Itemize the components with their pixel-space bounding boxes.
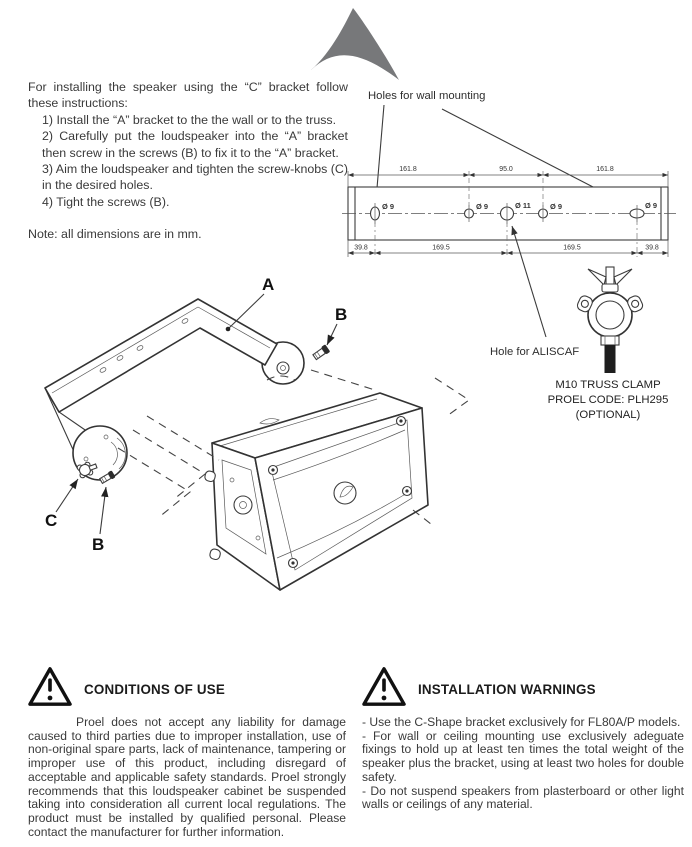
footer-sections xyxy=(28,666,688,839)
proel-logo xyxy=(298,4,408,84)
aliscaf-leader xyxy=(512,226,546,337)
badge-logo-icon xyxy=(334,482,356,504)
instruction-step-2: 2) Carefully put the loudspeaker into the “A” bracket then screw in the screws (B) to fix it to the “A” bracket. xyxy=(42,129,348,160)
installation-warnings-section xyxy=(362,666,684,839)
conditions-of-use-section xyxy=(28,666,346,839)
wall-mounting-label: Holes for wall mounting xyxy=(368,90,486,102)
aliscaf-label: Hole for ALISCAF xyxy=(490,346,580,358)
hole-dia-2: Ø 9 xyxy=(476,202,489,211)
instruction-step-1: 1) Install the “A” bracket to the the wall or to the truss. xyxy=(42,112,337,127)
clamp-caption-3: (OPTIONAL) xyxy=(575,409,641,421)
warning-item-2: - For wall or ceiling mounting use exclusively adeguate fixings to hold up at least ten times the total weight of the speaker plus the bracket, using at least two holes for double safety. xyxy=(362,728,684,784)
instruction-step-4: 4) Tight the screws (B). xyxy=(42,194,170,209)
dimensions-note: Note: all dimensions are in mm. xyxy=(28,227,202,242)
hole-dia-5: Ø 9 xyxy=(645,201,658,210)
conditions-title: CONDITIONS OF USE xyxy=(84,681,226,697)
dim-bot-3: 169.5 xyxy=(563,244,581,252)
instruction-step-3: 3) Aim the loudspeaker and tighten the screw-knobs (C) in the desired holes. xyxy=(42,162,348,193)
part-label-b-top: B xyxy=(335,305,348,324)
exploded-assembly-drawing xyxy=(15,258,480,653)
dim-bot-2: 169.5 xyxy=(432,244,450,252)
part-label-c: C xyxy=(45,511,58,530)
warning-item-3: - Do not suspend speakers from plasterboard or other light walls or ceilings of any material. xyxy=(362,783,684,812)
part-label-b-bottom: B xyxy=(92,535,105,554)
screw-b-top xyxy=(312,344,330,361)
proel-logo-icon xyxy=(298,4,408,84)
clamp-caption-1: M10 TRUSS CLAMP xyxy=(555,379,661,391)
dim-top-3: 161.8 xyxy=(596,166,614,173)
hole-dia-1: Ø 9 xyxy=(382,202,395,211)
warning-item-1: - Use the C-Shape bracket exclusively for FL80A/P models. xyxy=(362,715,681,729)
clamp-caption-2: PROEL CODE: PLH295 xyxy=(547,394,669,406)
hole-dia-4: Ø 9 xyxy=(550,202,563,211)
hole-dia-3: Ø 11 xyxy=(515,201,531,210)
instructions-intro: For installing the speaker using the “C” bracket follow these instructions: xyxy=(28,80,348,111)
warning-triangle-icon xyxy=(28,666,72,713)
warning-triangle-icon xyxy=(362,666,406,713)
conditions-body: Proel does not accept any liability for damage caused to third parties due to improper installation, use of non-original spare parts, lack of maintenance, tampering or improper use of this product, including disregard of acceptable and applicable safety standards. Proel strongly recommends that this loudspeaker cabinet be suspended taking into consideration all current local regulations. The product must be installed by qualified personal. Please contact the manufacturer for further information. xyxy=(28,715,346,839)
leader-a-dot xyxy=(226,327,231,332)
warnings-title: INSTALLATION WARNINGS xyxy=(418,681,596,697)
truss-clamp-drawing xyxy=(576,267,644,373)
part-label-a: A xyxy=(262,275,275,294)
wall-leader-left xyxy=(376,105,384,200)
dim-bot-1: 39.8 xyxy=(354,244,368,252)
dim-top-1: 161.8 xyxy=(399,166,417,173)
dim-bot-4: 39.8 xyxy=(645,244,659,252)
speaker-cabinet xyxy=(204,393,428,590)
dim-top-2: 95.0 xyxy=(499,166,513,173)
installation-instructions xyxy=(28,79,348,243)
